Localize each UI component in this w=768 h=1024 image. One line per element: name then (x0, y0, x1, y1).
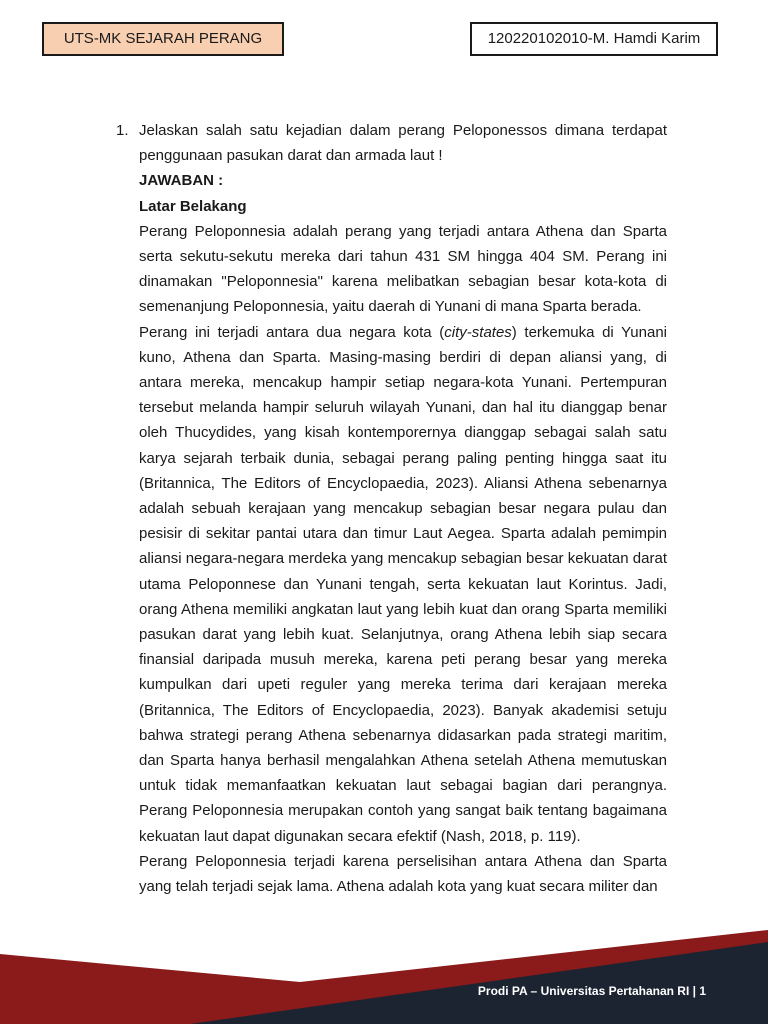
answer-label: JAWABAN : (139, 172, 224, 190)
section-title: Latar Belakang (139, 197, 247, 215)
paragraph-3: Perang Peloponnesia terjadi karena perselisihan antara Athena dan Sparta yang telah terjadi sejak lama. Athena adalah kota yang kuat secara militer dan (139, 852, 667, 896)
course-title-box (42, 22, 284, 56)
paragraph-1: Perang Peloponnesia adalah perang yang terjadi antara Athena dan Sparta serta sekutu-sekutu mereka dari tahun 431 SM hingga 404 SM. Perang ini dinamakan "Peloponnesia" karena melibatkan sebagian besar kota-kota di semenanjung Peloponnesia, yaitu daerah di Yunani di mana Sparta berada. (139, 222, 667, 316)
footer-banner (0, 924, 768, 1024)
paragraph-2-start: Perang ini terjadi antara dua negara kota ( (139, 323, 445, 341)
student-id-box (470, 22, 718, 56)
paragraph-2 (139, 320, 667, 849)
document-body (116, 118, 668, 899)
course-title: UTS-MK SEJARAH PERANG (63, 30, 263, 47)
question-text: Jelaskan salah satu kejadian dalam perang Peloponessos dimana terdapat penggunaan pasukan darat dan armada laut ! (139, 122, 667, 165)
paragraph-2-rest: ) terkemuka di Yunani kuno, Athena dan Sparta. Masing-masing berdiri di depan aliansi yang, di antara mereka, mencakup hampir setiap negara-kota Yunani. Pertempuran tersebut melanda hampir seluruh wilayah Yunani, dan hal itu dianggap benar oleh Thucydides, yang kisah kontemporernya dianggap sebagai salah satu karya sejarah terbaik dunia, sebagai perang paling penting hingga saat itu (Britannica, The Editors of Encyclopaedia, 2023). Aliansi Athena sebenarnya adalah sebuah kerajaan yang mencakup sebagian besar negara pulau dan pesisir di sekitar pantai utara dan timur Laut Aegea. Sparta adalah pemimpin aliansi negara-negara merdeka yang mencakup sebagian besar kekuatan darat utama Peloponnese dan Yunani tengah, serta kekuatan laut Korintus. Jadi, orang Athena memiliki angkatan laut yang lebih kuat dan orang Sparta memiliki pasukan darat yang lebih kuat. Selanjutnya, orang Athena lebih siap secara finansial daripada musuh mereka, karena peti perang besar yang mereka kumpulkan dari upeti reguler yang mereka terima dari kerajaan mereka (Britannica, The Editors of Encyclopaedia, 2023). Banyak akademisi setuju bahwa strategi perang Athena sebenarnya didasarkan pada strategi maritim, dan Sparta hanya berhasil mengalahkan Athena setelah Athena memutuskan untuk tidak memanfaatkan kekuatan laut sebagai bagian dari perangnya. Perang Peloponnesia merupakan contoh yang sangat baik tentang bagaimana kekuatan laut dapat digunakan secara efektif (Nash, 2018, p. 119). (139, 323, 668, 845)
footer-graphic (0, 924, 768, 1024)
student-id: 120220102010-M. Hamdi Karim (487, 30, 701, 47)
paragraph-2-italic: city-states (444, 323, 512, 341)
question-number: 1. (116, 122, 129, 139)
footer-text: Prodi PA – Universitas Pertahanan RI | 1 (477, 984, 706, 998)
